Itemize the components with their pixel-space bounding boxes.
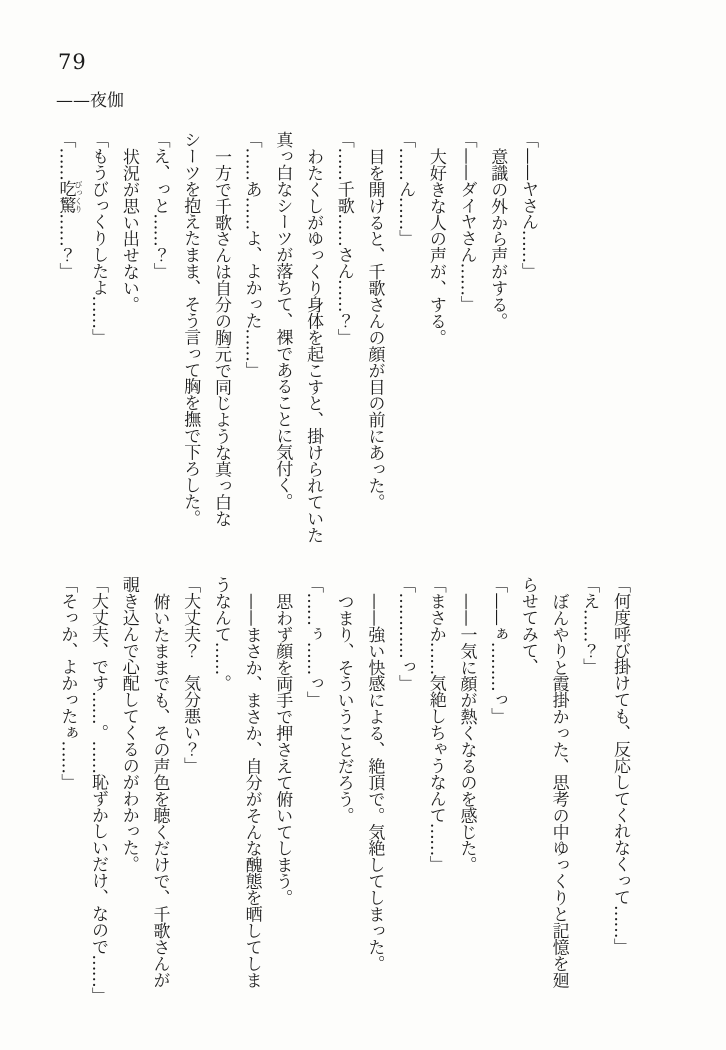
text-line: ——まさか、まさか、自分がそんな醜態を晒してしま: [241, 593, 262, 988]
text-line: 「まさか……気絶しちゃうなんて……」: [425, 576, 446, 873]
text-line: ——一気に顔が熱くなるのを感じた。: [456, 593, 477, 873]
text-line: 「そっか、よかったぁ……」: [57, 576, 78, 790]
text-line: 覗き込んで心配してくるのがわかった。: [118, 576, 139, 873]
text-line: 「もうびっくりしたよ……」: [88, 131, 109, 345]
text-line: 「大丈夫、です……。……恥ずかしいだけ、なので……」: [88, 576, 109, 1004]
text-line: 「え……？」: [579, 576, 600, 675]
text-line: 俯いたままでも、その声色を聴くだけで、千歌さんが: [149, 593, 170, 988]
text-line: 一方で千歌さんは自分の胸元で同じような真っ白な: [210, 148, 231, 527]
text-line: 「え、っと……？」: [149, 131, 170, 280]
text-line: 目を開けると、千歌さんの顔が目の前にあった。: [364, 148, 385, 510]
text-line: 「……あ……よ、よかった……」: [241, 131, 262, 378]
text-line: わたくしがゆっくり身体を起こすと、掛けられていた: [303, 148, 324, 543]
text-line: 「——ダイヤさん……」: [456, 131, 477, 312]
upper-text-block: [50, 131, 543, 567]
text-line: 意識の外から声がする。: [487, 148, 508, 329]
text-line: つまり、そういうことだろう。: [333, 593, 354, 824]
text-line: 状況が思い出せない。: [118, 148, 139, 313]
text-line: 思わず顔を両手で押さえて俯いてしまう。: [272, 593, 293, 906]
text-line: 「…………っ」: [395, 576, 416, 692]
text-line: 「……ぅ……っ」: [302, 576, 323, 708]
text-line: らせてみて、: [517, 576, 538, 675]
text-line: ぼんやりと霞掛かった、思考の中ゆっくりと記憶を廻: [548, 593, 569, 988]
text-line: 大好きな人の声が、する。: [425, 148, 446, 346]
page-number: 79: [58, 50, 87, 74]
running-header-chapter: ——夜伽: [56, 91, 124, 111]
text-line: 「……千歌……さん……？」: [333, 131, 354, 345]
text-line: 「……ん……」: [395, 131, 416, 247]
text-line: シーツを抱えたまま、そう言って胸を撫で下ろした。: [180, 131, 201, 526]
text-line: 「——ぁ………っ」: [487, 576, 508, 725]
furigana-ruby: 吃驚びっくり: [55, 180, 83, 214]
text-line: ——強い快感による、絶頂で。気絶してしまった。: [364, 593, 385, 972]
text-line: うなんて……。: [210, 576, 231, 692]
text-line: 真っ白なシーツが落ちて、裸であることに気付く。: [272, 131, 293, 510]
text-line: 「……吃驚びっくり……？」: [55, 131, 83, 280]
lower-text-block: [52, 576, 635, 1022]
text-line: 「大丈夫？ 気分悪い？」: [180, 576, 201, 774]
text-line: 「何度呼び掛けても、反応してくれなくって……」: [610, 576, 630, 955]
text-line: 「——ヤさん……」: [518, 131, 538, 280]
